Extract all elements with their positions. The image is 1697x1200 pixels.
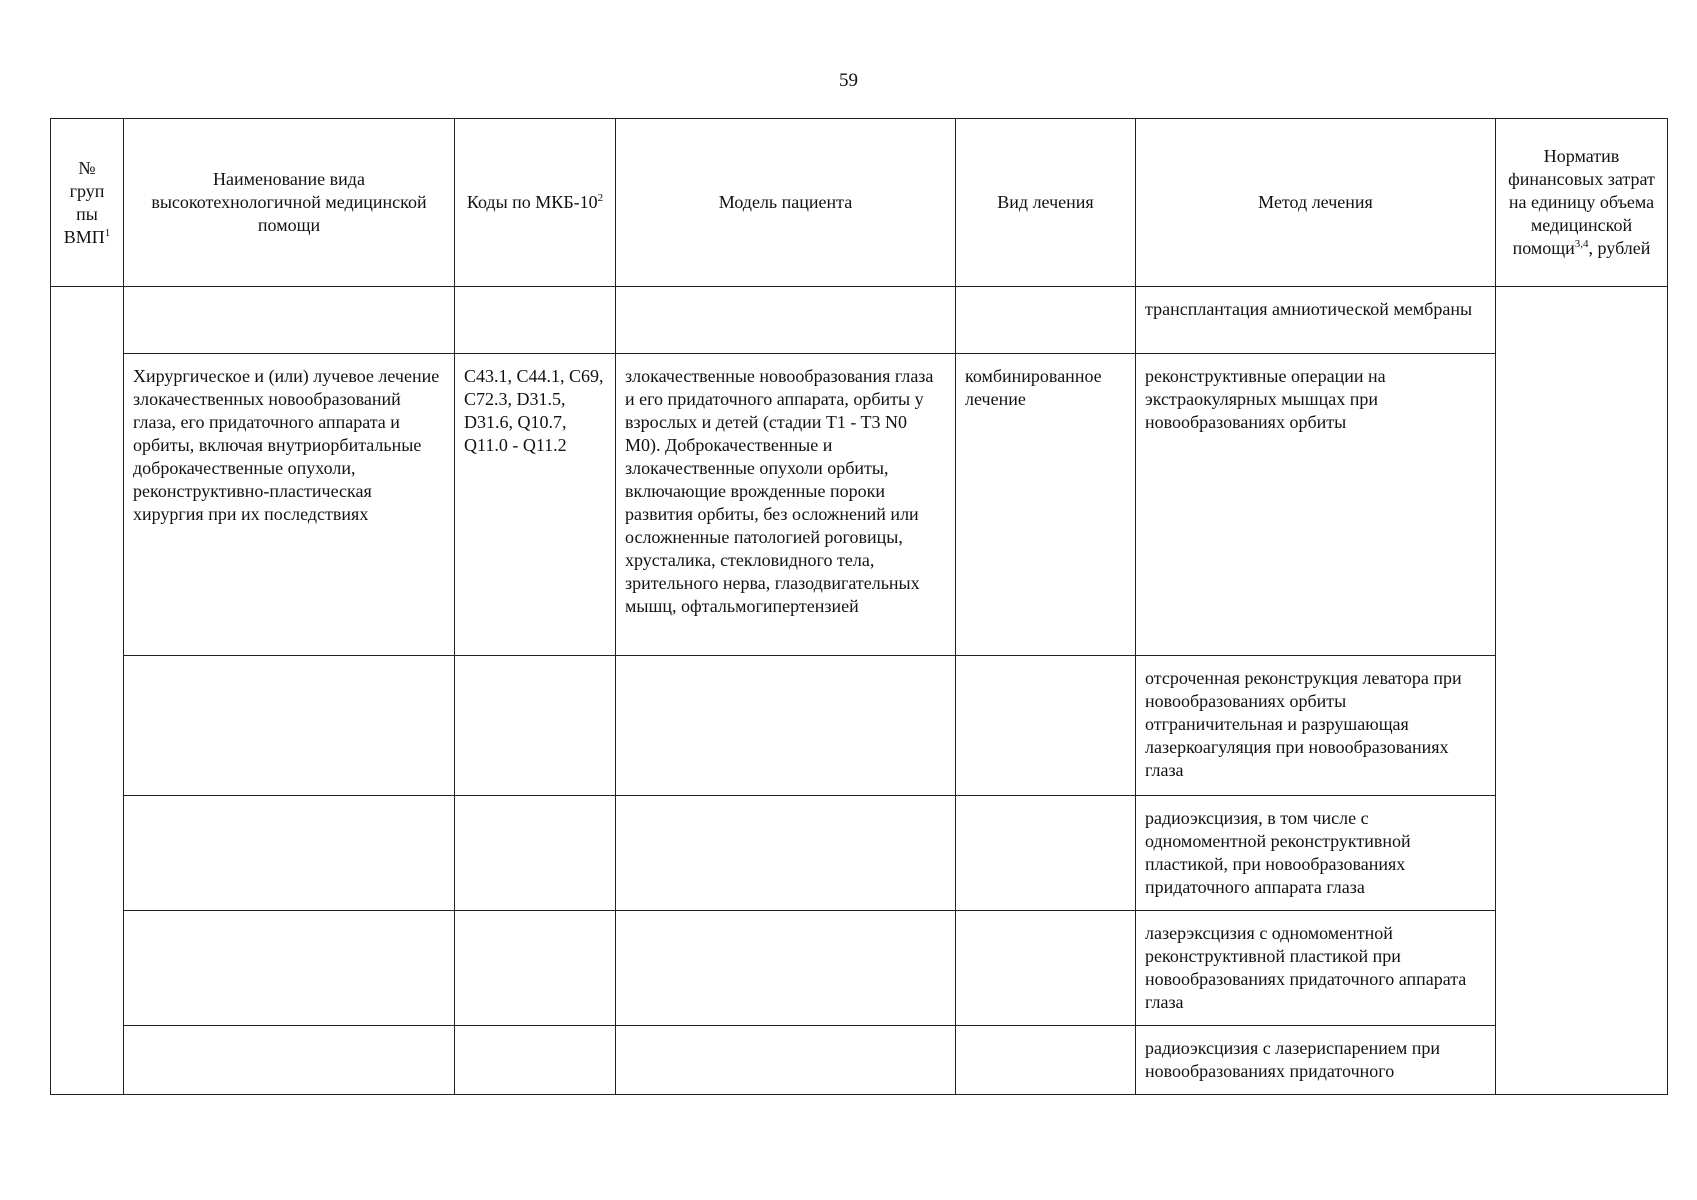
name-cell: Хирургическое и (или) лучевое лечение злокачественных новообразований глаза, его придаточного аппарата и орбиты, включая внутриорбитальные доброкачественные опухоли, реконструктивно-пластическая хирургия при их последствиях (124, 354, 455, 656)
model-cell (616, 911, 956, 1026)
treatment-cell (956, 1026, 1136, 1095)
model-cell (616, 656, 956, 796)
model-cell: злокачественные новообразования глаза и его придаточного аппарата, орбиты у взрослых и детей (стадии T1 - T3 N0 M0). Доброкачественные и злокачественные опухоли орбиты, включающие врожденные пороки развития орбиты, без осложнений или осложненные патологией роговицы, хрусталика, стекловидного тела, зрительного нерва, глазодвигательных мышц, офтальмогипертензией (616, 354, 956, 656)
codes-cell (455, 1026, 616, 1095)
name-cell (124, 911, 455, 1026)
header-type-name: Наименование вида высокотехнологичной медицинской помощи (124, 119, 455, 287)
vmp-table (50, 118, 1668, 1095)
method-cell: радиоэксцизия с лазериспарением при новообразованиях придаточного (1136, 1026, 1496, 1095)
table-row (51, 354, 1668, 656)
name-cell (124, 1026, 455, 1095)
table-row (51, 1026, 1668, 1095)
table-row (51, 796, 1668, 911)
header-treatment-method: Метод лечения (1136, 119, 1496, 287)
header-patient-model: Модель пациента (616, 119, 956, 287)
codes-cell (455, 656, 616, 796)
header-cost-norm: Норматив финансовых затрат на единицу объема медицинской помощи$^{3,4}$, рублей (1496, 119, 1668, 287)
method-cell: отсроченная реконструкция леватора при новообразованиях орбиты отграничительная и разрушающая лазеркоагуляция при новообразованиях глаза (1136, 656, 1496, 796)
model-cell (616, 1026, 956, 1095)
method-cell: лазерэксцизия с одномоментной реконструктивной пластикой при новообразованиях придаточного аппарата глаза (1136, 911, 1496, 1026)
cost-norm-cell (1496, 287, 1668, 1095)
treatment-cell (956, 656, 1136, 796)
header-treatment-type: Вид лечения (956, 119, 1136, 287)
treatment-cell (956, 287, 1136, 354)
group-no-cell (51, 287, 124, 1095)
header-icd-codes: Коды по МКБ-$10^2$ (455, 119, 616, 287)
page-number: 59 (839, 70, 858, 91)
model-cell (616, 796, 956, 911)
model-cell (616, 287, 956, 354)
method-cell: реконструктивные операции на экстраокулярных мышцах при новообразованиях орбиты (1136, 354, 1496, 656)
codes-cell (455, 287, 616, 354)
method-cell: трансплантация амниотической мембраны (1136, 287, 1496, 354)
codes-cell (455, 796, 616, 911)
header-group-no: № груп пы ВМП$^1$ (51, 119, 124, 287)
treatment-cell: комбинированное лечение (956, 354, 1136, 656)
method-cell: радиоэксцизия, в том числе с одномоментной реконструктивной пластикой, при новообразованиях придаточного аппарата глаза (1136, 796, 1496, 911)
treatment-cell (956, 796, 1136, 911)
table-row (51, 656, 1668, 796)
codes-cell: C43.1, C44.1, C69, C72.3, D31.5, D31.6, Q10.7, Q11.0 - Q11.2 (455, 354, 616, 656)
codes-cell (455, 911, 616, 1026)
table-row (51, 287, 1668, 354)
name-cell (124, 796, 455, 911)
name-cell (124, 656, 455, 796)
table-row (51, 911, 1668, 1026)
name-cell (124, 287, 455, 354)
table-header-row (51, 119, 1668, 287)
treatment-cell (956, 911, 1136, 1026)
